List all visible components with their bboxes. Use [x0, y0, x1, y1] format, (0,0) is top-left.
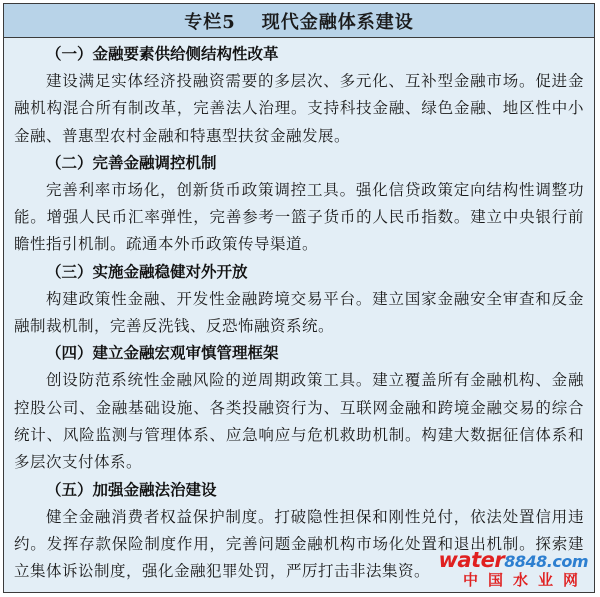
section-1: [14, 41, 584, 150]
box-label: 专栏5: [184, 11, 236, 33]
watermark-subtitle: 中国水业网: [462, 571, 588, 589]
box-content: [4, 38, 594, 585]
section-heading: （四）建立金融宏观审慎管理框架: [46, 344, 279, 363]
section-heading: （一）金融要素供给侧结构性改革: [46, 45, 279, 63]
watermark-logo-word: water: [438, 548, 505, 572]
site-watermark: [439, 550, 588, 588]
section-paragraph: 建设满足实体经济投融资需要的多层次、多元化、互补型金融市场。促进金融机构混合所有制改革，完善法人治理。支持科技金融、绿色金融、地区性中小金融、普惠型农村金融和特惠型扶贫金融发展。: [14, 72, 584, 145]
section-paragraph: 创设防范系统性金融风险的逆周期政策工具。建立覆盖所有金融机构、金融控股公司、金融基础设施、各类投融资行为、互联网金融和跨境金融交易的综合统计、风险监测与管理体系、应急响应与危机救助机制。构建大数据征信体系和多层次支付体系。: [14, 371, 584, 472]
section-2: [14, 150, 584, 259]
section-paragraph: 完善利率市场化，创新货币政策调控工具。强化信贷政策定向结构性调整功能。增强人民币汇率弹性，完善参考一篮子货币的人民币指数。建立中央银行前瞻性指引机制。疏通本外币政策传导渠道。: [14, 180, 584, 254]
section-heading: （五）加强金融法治建设: [46, 480, 217, 499]
watermark-logo-number: 8848: [504, 552, 547, 571]
box-title: [184, 8, 414, 34]
title-bar: [4, 4, 594, 38]
section-3: [14, 259, 584, 341]
section-heading: （二）完善金融调控机制: [46, 153, 217, 172]
watermark-logo: [439, 550, 588, 571]
watermark-logo-suffix: .com: [546, 552, 588, 571]
section-paragraph: 健全金融消费者权益保护制度。打破隐性担保和刚性兑付，依法处置信用违约。发挥存款保险制度作用，完善问题金融机构市场化处置和退出机制。探索建立集体诉讼制度，强化金融犯罪处罚，严厉打击非法集资。: [14, 507, 584, 581]
column-box: [3, 3, 595, 593]
box-title-text: 现代金融体系建设: [261, 11, 414, 33]
section-heading: （三）实施金融稳健对外开放: [46, 262, 248, 281]
section-paragraph: 构建政策性金融、开发性金融跨境交易平台。建立国家金融安全审查和反金融制裁机制，完善反洗钱、反恐怖融资系统。: [14, 289, 584, 336]
section-4: [14, 340, 584, 476]
